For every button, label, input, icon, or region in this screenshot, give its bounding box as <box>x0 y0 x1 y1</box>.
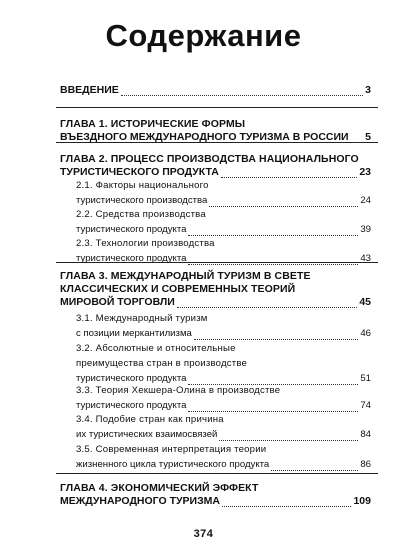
toc-entry-title-line: МИРОВОЙ ТОРГОВЛИ <box>60 296 175 308</box>
dot-leader <box>188 226 358 236</box>
dot-leader <box>351 133 364 143</box>
toc-page-number: 5 <box>365 131 371 143</box>
toc-entry-title-line: ГЛАВА 1. ИСТОРИЧЕСКИЕ ФОРМЫ <box>60 118 246 130</box>
toc-entry-title-line: туристического продукта <box>76 224 187 235</box>
toc-entry-title-line: ВЪЕЗДНОГО МЕЖДУНАРОДНОГО ТУРИЗМА В РОССИИ <box>60 131 349 143</box>
toc-entry-title-line: МЕЖДУНАРОДНОГО ТУРИЗМА <box>60 495 220 507</box>
toc-page-number: 45 <box>359 296 371 308</box>
divider <box>56 473 378 474</box>
toc-entry-title-line: их туристических взаимосвязей <box>76 429 218 440</box>
toc-entry-title-line: 2.1. Факторы национального <box>76 180 209 191</box>
toc-page-number: 24 <box>360 195 371 206</box>
dot-leader <box>222 497 351 507</box>
toc-page-number: 43 <box>360 253 371 264</box>
toc-entry-title-line: с позиции меркантилизма <box>76 328 192 339</box>
toc-entry-title-line: туристического продукта <box>76 400 187 411</box>
dot-leader <box>219 431 358 441</box>
toc-entry-title-line: 3.5. Современная интерпретация теории <box>76 444 267 455</box>
toc-entry-title-line: туристического продукта <box>76 253 187 264</box>
divider <box>56 107 378 108</box>
dot-leader <box>188 402 358 412</box>
dot-leader <box>177 298 357 308</box>
toc-entry-title-line: туристического продукта <box>76 373 187 384</box>
toc-page-number: 74 <box>360 400 371 411</box>
toc-entry-title-line: 3.3. Теория Хекшера-Олина в производстве <box>76 385 281 396</box>
toc-entry-title-line: 2.3. Технологии производства <box>76 238 215 249</box>
toc-page-number: 109 <box>353 495 371 507</box>
toc-entry-title-line: жизненного цикла туристического продукта <box>76 459 270 470</box>
toc-page-number: 3 <box>365 84 371 96</box>
toc-entry-title-line: 2.2. Средства производства <box>76 209 206 220</box>
toc-page-number: 23 <box>359 166 371 178</box>
dot-leader <box>188 375 358 385</box>
page-number: 374 <box>193 528 214 540</box>
toc-entry-title-line: 3.1. Международный туризм <box>76 313 208 324</box>
page-title: Содержание <box>105 18 302 53</box>
toc-page-number: 39 <box>360 224 371 235</box>
toc-entry-title-line: преимущества стран в производстве <box>76 358 248 369</box>
toc-entry-title-line: ВВЕДЕНИЕ <box>60 84 119 96</box>
toc-entry-title-line: КЛАССИЧЕСКИХ И СОВРЕМЕННЫХ ТЕОРИЙ <box>60 283 296 295</box>
toc-page-number: 51 <box>360 373 371 384</box>
toc-entry-title-line: ГЛАВА 4. ЭКОНОМИЧЕСКИЙ ЭФФЕКТ <box>60 482 259 494</box>
toc-page-number: 86 <box>360 459 371 470</box>
toc-page-number: 46 <box>360 328 371 339</box>
toc-page-number: 84 <box>360 429 371 440</box>
toc-entry-title-line: ГЛАВА 2. ПРОЦЕСС ПРОИЗВОДСТВА НАЦИОНАЛЬНОГО <box>60 153 359 165</box>
toc-entry-title-line: ТУРИСТИЧЕСКОГО ПРОДУКТА <box>60 166 219 178</box>
toc-entry-title-line: 3.4. Подобие стран как причина <box>76 414 224 425</box>
dot-leader <box>121 86 363 96</box>
dot-leader <box>221 168 358 178</box>
toc-entry-title-line: 3.2. Абсолютные и относительные <box>76 343 236 354</box>
dot-leader <box>188 255 358 265</box>
dot-leader <box>209 197 358 207</box>
dot-leader <box>271 461 358 471</box>
toc-entry-title-line: ГЛАВА 3. МЕЖДУНАРОДНЫЙ ТУРИЗМ В СВЕТЕ <box>60 270 311 282</box>
dot-leader <box>194 330 358 340</box>
toc-entry-title-line: туристического производства <box>76 195 208 206</box>
